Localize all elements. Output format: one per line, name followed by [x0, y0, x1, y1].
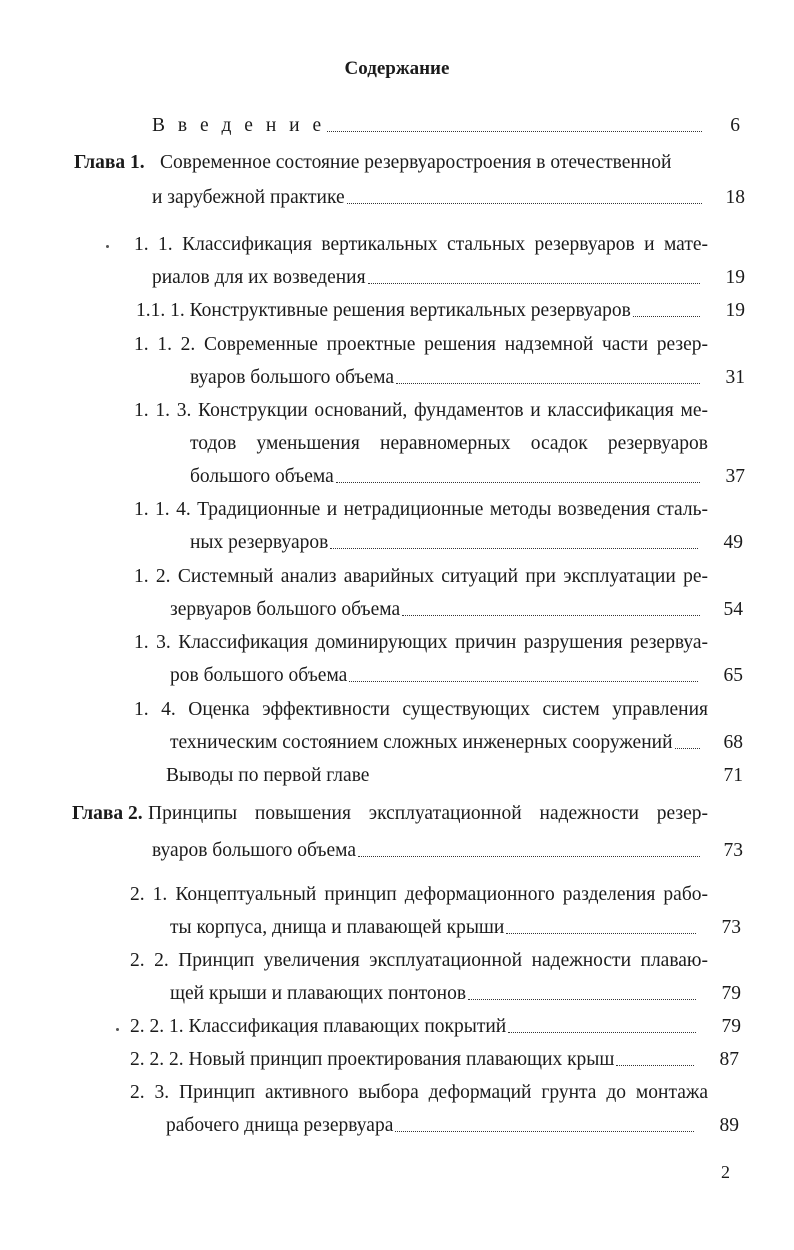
toc-page-number: 79 [721, 983, 741, 1004]
toc-entry-text: щей крыши и плавающих понтонов [170, 983, 467, 1004]
chapter-label: Глава 1. [74, 152, 145, 173]
toc-entry-s2-2-1[interactable] [130, 1012, 696, 1042]
leader-dots [508, 1012, 696, 1033]
toc-entry-s1-1[interactable] [152, 263, 700, 293]
toc-page-number: 68 [723, 732, 743, 753]
toc-entry-text[interactable]: 2. 2. Принцип увеличения эксплуатационной надежности плаваю- [130, 950, 708, 971]
leader-dots [468, 979, 696, 1000]
toc-entry-s2-3[interactable] [166, 1111, 694, 1141]
toc-entry-s1-1-2[interactable] [190, 363, 700, 393]
leader-dots [396, 363, 700, 384]
toc-page-number: 6 [730, 115, 740, 136]
toc-entry-text: 2. 2. 2. Новый принцип проектирования плавающих крыш [130, 1049, 615, 1070]
toc-entry-ch1[interactable] [152, 183, 702, 213]
leader-dots [506, 913, 696, 934]
toc-page-number: 54 [723, 599, 743, 620]
toc-entry-text: 1.1. 1. Конструктивные решения вертикальных резервуаров [136, 300, 631, 321]
leader-dots [327, 111, 702, 132]
toc-entry-text[interactable]: 1. 1. 3. Конструкции оснований, фундаментов и классификация ме- [134, 400, 708, 421]
toc-entry-text: рабочего днища резервуара [166, 1115, 394, 1136]
toc-entry-s2-2-2[interactable] [130, 1045, 694, 1075]
page-title: Содержание [344, 58, 450, 79]
toc-page-number: 65 [723, 665, 743, 686]
toc-entry-text: риалов для их возведения [152, 267, 366, 288]
toc-entry-text[interactable]: 1. 1. 4. Традиционные и нетрадиционные методы возведения сталь- [134, 499, 708, 520]
leader-dots [349, 661, 698, 682]
toc-entry-text[interactable]: Современное состояние резервуаростроения в отечественной [160, 152, 672, 173]
toc-entry-text[interactable]: 1. 1. Классификация вертикальных стальных резервуаров и мате- [134, 234, 708, 255]
toc-page-number: 79 [721, 1016, 741, 1037]
toc-entry-text[interactable]: 2. 1. Концептуальный принцип деформационного разделения рабо- [130, 884, 708, 905]
chapter-label: Глава 2. [72, 803, 143, 824]
toc-entry-s1-3[interactable] [170, 661, 698, 691]
toc-entry-text[interactable]: 1. 4. Оценка эффективности существующих систем управления [134, 699, 708, 720]
toc-entry-s1-2[interactable] [170, 595, 700, 625]
page-number: 2 [721, 1162, 730, 1182]
toc-entry-text: ных резервуаров [190, 532, 329, 553]
scan-speck [116, 1028, 119, 1031]
toc-page-number: 19 [725, 267, 745, 288]
toc-page-number: 89 [719, 1115, 739, 1136]
leader-dots [358, 836, 700, 857]
toc-page-number: 71 [723, 765, 743, 786]
toc-entry-text: вуаров большого объема [152, 840, 356, 861]
toc-entry-ch2[interactable] [152, 836, 700, 866]
toc-entry-text: ров большого объема [170, 665, 348, 686]
toc-entry-text: тодов уменьшения неравномерных осадок резервуаров [190, 433, 708, 454]
toc-entry-text: В в е д е н и е [152, 115, 326, 136]
toc-entry-text[interactable]: 1. 1. 2. Современные проектные решения надземной части резер- [134, 334, 708, 355]
toc-entry-s1-4[interactable] [170, 728, 700, 758]
toc-entry-text: большого объема [190, 466, 334, 487]
leader-dots [402, 595, 700, 616]
leader-dots [395, 1111, 694, 1132]
toc-entry-text: ты корпуса, днища и плавающей крыши [170, 917, 505, 938]
scan-speck [106, 245, 109, 248]
toc-entry-text: техническим состоянием сложных инженерных сооружений [170, 732, 673, 753]
toc-entry-text: и зарубежной практике [152, 187, 345, 208]
toc-page-number: 73 [721, 917, 741, 938]
toc-entry-s1-1-1[interactable] [136, 296, 700, 326]
toc-page-number: 18 [725, 187, 745, 208]
leader-dots [336, 462, 700, 483]
toc-entry-s2-2[interactable] [170, 979, 696, 1009]
toc-entry-text: зервуаров большого объема [170, 599, 401, 620]
toc-page-number: 49 [723, 532, 743, 553]
toc-entry-text[interactable]: 1. 3. Классификация доминирующих причин разрушения резервуа- [134, 632, 708, 653]
toc-page-number: 87 [719, 1049, 739, 1070]
toc-entry-s1-1-3[interactable] [190, 462, 700, 492]
toc-page-number: 73 [723, 840, 743, 861]
leader-dots [368, 263, 700, 284]
leader-dots [347, 183, 702, 204]
toc-entry-concl1[interactable]: Выводы по первой главе [166, 765, 370, 786]
toc-entry-s1-1-4[interactable] [190, 528, 698, 558]
toc-entry-text: 2. 2. 1. Классификация плавающих покрытий [130, 1016, 507, 1037]
toc-entry-text[interactable]: Принципы повышения эксплуатационной надежности резер- [148, 803, 708, 824]
toc-entry-text[interactable]: 1. 2. Системный анализ аварийных ситуаций при эксплуатации ре- [134, 566, 708, 587]
leader-dots [330, 528, 698, 549]
toc-entry-text: вуаров большого объема [190, 367, 394, 388]
toc-entry-s2-1[interactable] [170, 913, 696, 943]
toc-page-number: 31 [725, 367, 745, 388]
toc-page-number: 37 [725, 466, 745, 487]
toc-entry-intro[interactable] [152, 111, 702, 141]
toc-page-number: 19 [725, 300, 745, 321]
toc-entry-text[interactable]: 2. 3. Принцип активного выбора деформаций грунта до монтажа [130, 1082, 708, 1103]
